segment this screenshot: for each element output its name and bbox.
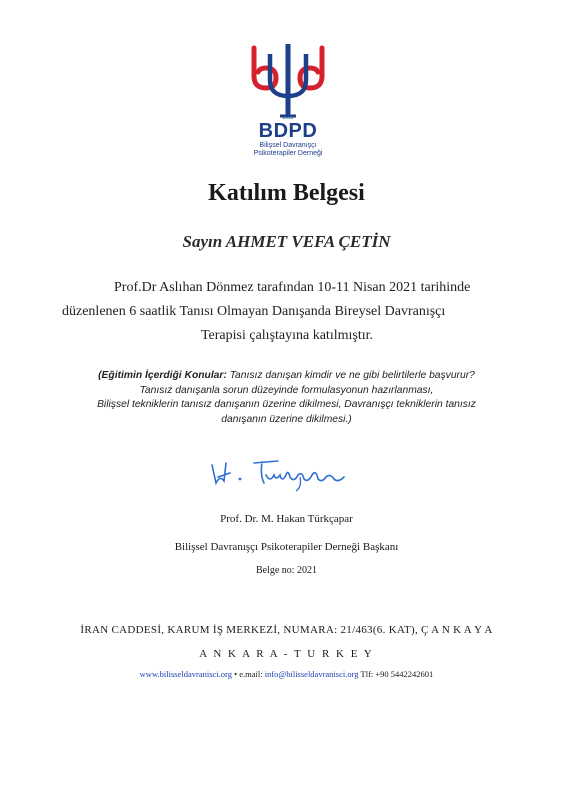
topics-text: Tanısız danışan kimdir ve ne gibi belirtilerle başvurur? — [226, 370, 475, 381]
signer-name: Prof. Dr. M. Hakan Türkçapar — [220, 513, 353, 525]
body-line: düzenlenen 6 saatlik Tanısı Olmayan Danışanda Bireysel Davranışçı — [62, 304, 446, 319]
logo-name-line1: Bilişsel Davranışçı — [259, 142, 317, 149]
logo-name-line2: Psikoterapiler Derneği — [253, 150, 323, 157]
logo-year: 2010 — [282, 115, 294, 121]
topics-line: Bilişsel tekniklerin tanısız danışanın üzerine dikilmesi, Davranışçı tekniklerin tanısız — [97, 399, 476, 410]
signer-title: Bilişsel Davranışçı Psikoterapiler Derneği Başkanı — [174, 541, 399, 553]
email-label: • e.mail: — [231, 669, 265, 679]
footer-contact — [0, 669, 573, 679]
training-topics — [60, 369, 513, 427]
email-link[interactable]: info@bilisseldavranisci.org — [264, 669, 359, 679]
certificate-title: Katılım Belgesi — [208, 180, 365, 206]
body-line: Prof.Dr Aslıhan Dönmez tarafından 10-11 Nisan 2021 tarihinde — [114, 280, 471, 295]
psi-logo-icon — [248, 40, 328, 120]
recipient-name: Sayın AHMET VEFA ÇETİN — [182, 232, 391, 251]
footer-address: İRAN CADDESİ, KARUM İŞ MERKEZİ, NUMARA: 21/463(6. KAT), Ç A N K A Y A — [80, 624, 493, 636]
topics-line: Tanısız danışanla sorun düzeyinde formulasyonun hazırlanması, — [139, 384, 434, 396]
topics-label: (Eğitimin İçerdiği Konular: — [98, 370, 227, 381]
topics-line: danışanın üzerine dikilmesi.) — [221, 413, 352, 425]
phone-text: Tlf: +90 5442242601 — [358, 669, 434, 679]
certificate-body — [62, 276, 512, 348]
website-link[interactable]: www.bilisseldavranisci.org — [139, 669, 232, 679]
bdpd-logo — [238, 40, 338, 168]
topics-line — [60, 369, 513, 384]
body-line: Terapisi çalıştayına katılmıştır. — [200, 328, 374, 343]
logo-abbreviation: BDPD — [258, 120, 318, 142]
signature-image — [204, 453, 364, 493]
certificate-number: Belge no: 2021 — [255, 565, 318, 576]
footer-city: A N K A R A - T U R K E Y — [199, 648, 374, 660]
